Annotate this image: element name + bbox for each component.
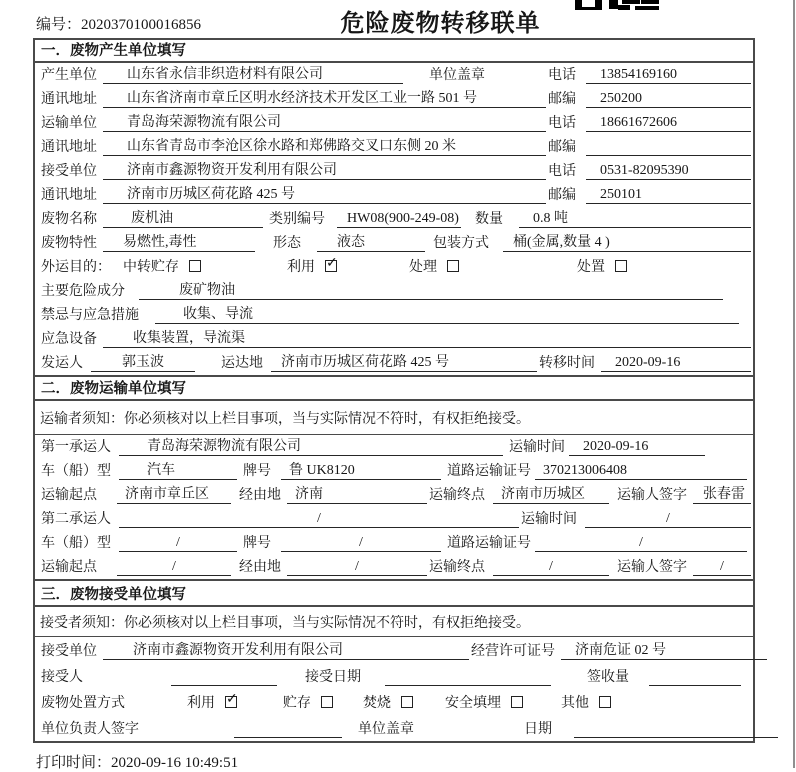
route-row-2	[35, 555, 753, 579]
business-license-value: 济南危证 02 号	[561, 642, 767, 660]
utilize-checkbox	[325, 260, 337, 272]
waste-name-value: 废机油	[103, 210, 263, 228]
option-label: 中转贮存	[123, 260, 179, 275]
option-label: 安全填埋	[445, 696, 501, 711]
vehicle-type-value: /	[119, 534, 237, 552]
transport-time-value: 2020-09-16	[569, 438, 705, 456]
second-carrier-row	[35, 507, 753, 531]
category-code-value: HW08(900-249-08)	[337, 210, 461, 228]
carrier-signature-value: 张春雷	[693, 486, 751, 504]
transporter-phone-value: 18661672606	[586, 114, 751, 132]
route-row-1	[35, 483, 753, 507]
disposal-method-row	[35, 689, 753, 715]
quantity-label: 数量	[475, 212, 503, 227]
plate-label: 牌号	[243, 536, 271, 551]
receiver-unit-value: 济南市鑫源物资开发利用有限公司	[103, 162, 546, 180]
purpose-option-treat	[409, 259, 577, 276]
purpose-option-utilize	[287, 259, 409, 276]
transfer-time-label: 转移时间	[539, 356, 595, 371]
date-value	[574, 737, 778, 738]
responsible-signature-row	[35, 715, 753, 741]
route-end-value: 济南市历城区	[493, 486, 609, 504]
transfer-time-value: 2020-09-16	[601, 354, 751, 372]
route-end-value: /	[493, 558, 609, 576]
transport-time-label: 运输时间	[521, 512, 577, 527]
receiver-unit-row	[35, 159, 753, 183]
transfer-storage-checkbox	[189, 260, 201, 272]
option-label: 其他	[561, 696, 589, 711]
carrier-signature-label: 运输人签字	[617, 560, 687, 575]
transporter-zip-value	[586, 155, 751, 156]
vehicle-type-value: 汽车	[119, 462, 237, 480]
waste-traits-value: 易燃性,毒性	[103, 234, 255, 252]
emergency-equipment-row	[35, 327, 753, 351]
route-start-value: 济南市章丘区	[117, 486, 231, 504]
producer-phone-value: 13854169160	[586, 66, 751, 84]
emergency-equipment-label: 应急设备	[41, 332, 97, 347]
address-label: 通讯地址	[41, 92, 97, 107]
emergency-measures-label: 禁忌与应急措施	[41, 308, 139, 323]
first-carrier-row	[35, 435, 753, 459]
waste-name-label: 废物名称	[41, 212, 97, 227]
business-license-label: 经营许可证号	[471, 644, 555, 659]
responsible-signature-value	[234, 737, 342, 738]
route-end-label: 运输终点	[429, 560, 485, 575]
transporter-unit-row	[35, 111, 753, 135]
receiver-notice: 接受者须知：你必须核对以上栏目事项，当与实际情况不符时，有权拒绝接受。	[35, 607, 753, 637]
accepting-unit-value: 济南市鑫源物资开发利用有限公司	[103, 642, 469, 660]
plate-value: /	[281, 534, 441, 552]
destination-label: 运达地	[221, 356, 263, 371]
unit-seal-label: 单位盖章	[429, 68, 485, 83]
shipper-label: 发运人	[41, 356, 83, 371]
option-label: 利用	[187, 696, 215, 711]
packaging-label: 包装方式	[433, 236, 489, 251]
disposal-option-utilize	[187, 695, 283, 712]
purpose-option-dispose	[577, 259, 627, 276]
store-checkbox	[321, 696, 333, 708]
unit-seal-label: 单位盖章	[358, 722, 414, 737]
emergency-measures-row	[35, 303, 753, 327]
emergency-equipment-value: 收集装置，导流渠	[103, 330, 751, 348]
acceptor-row	[35, 663, 753, 689]
packaging-value: 桶(金属,数量 4 )	[503, 234, 751, 252]
zip-label: 邮编	[548, 188, 576, 203]
first-carrier-label: 第一承运人	[41, 440, 111, 455]
page-edge-divider	[793, 0, 795, 768]
transporter-unit-label: 运输单位	[41, 116, 97, 131]
route-start-label: 运输起点	[41, 488, 97, 503]
producer-zip-value: 250200	[586, 90, 751, 108]
accept-date-label: 接受日期	[305, 670, 361, 685]
shipper-row	[35, 351, 753, 375]
receiver-address-row	[35, 183, 753, 207]
manifest-form	[33, 38, 755, 743]
emergency-measures-value: 收集、导流	[155, 306, 739, 324]
disposal-option-incinerate	[363, 695, 445, 712]
disposal-method-label: 废物处置方式	[41, 696, 125, 711]
print-time-label: 打印时间：	[36, 755, 112, 771]
receiver-unit-label: 接受单位	[41, 164, 97, 179]
print-time-line	[36, 751, 796, 772]
option-label: 处置	[577, 260, 605, 275]
transporter-unit-value: 青岛海荣源物流有限公司	[103, 114, 546, 132]
accept-date-value	[385, 685, 551, 686]
producer-unit-label: 产生单位	[41, 68, 97, 83]
option-label: 焚烧	[363, 696, 391, 711]
transport-time-label: 运输时间	[509, 440, 565, 455]
transport-time-value: /	[585, 510, 751, 528]
route-via-value: 济南	[287, 486, 427, 504]
quantity-value: 0.8 吨	[519, 210, 751, 228]
vehicle-type-label: 车（船）型	[41, 536, 111, 551]
hazard-component-label: 主要危险成分	[41, 284, 125, 299]
serial-number: 2020370100016856	[81, 17, 202, 33]
receiver-phone-value: 0531-82095390	[586, 162, 751, 180]
route-start-value: /	[117, 558, 231, 576]
page-title: 危险废物转移联单	[340, 11, 541, 37]
incinerate-checkbox	[401, 696, 413, 708]
transporter-address-row	[35, 135, 753, 159]
responsible-signature-label: 单位负责人签字	[41, 722, 139, 737]
serial-label: 编号：	[36, 17, 82, 33]
category-code-label: 类别编号	[269, 212, 325, 227]
plate-label: 牌号	[243, 464, 271, 479]
utilize-checkbox	[225, 696, 237, 708]
acceptor-value	[171, 685, 277, 686]
receiver-address-value: 济南市历城区荷花路 425 号	[103, 186, 546, 204]
route-via-label: 经由地	[239, 560, 281, 575]
outbound-purpose-row	[35, 255, 753, 279]
road-cert-value: 370213006408	[535, 462, 747, 480]
section-transport-title: 二．废物运输单位填写	[35, 375, 753, 401]
route-start-label: 运输起点	[41, 560, 97, 575]
route-via-value: /	[287, 558, 427, 576]
hazard-component-value: 废矿物油	[139, 282, 723, 300]
received-quantity-value	[649, 685, 741, 686]
vehicle-row-1	[35, 459, 753, 483]
treat-checkbox	[447, 260, 459, 272]
section-receiver-title: 三．废物接受单位填写	[35, 579, 753, 607]
section-producer-title: 一．废物产生单位填写	[35, 40, 753, 63]
dispose-checkbox	[615, 260, 627, 272]
carrier-signature-label: 运输人签字	[617, 488, 687, 503]
option-label: 处理	[409, 260, 437, 275]
producer-address-value: 山东省济南市章丘区明水经济技术开发区工业一路 501 号	[103, 90, 546, 108]
print-time-value: 2020-09-16 10:49:51	[111, 755, 239, 771]
zip-label: 邮编	[548, 92, 576, 107]
accepting-unit-row	[35, 637, 753, 663]
route-via-label: 经由地	[239, 488, 281, 503]
producer-address-row	[35, 87, 753, 111]
plate-value: 鲁 UK8120	[281, 462, 441, 480]
document-header	[0, 0, 796, 38]
phone-label: 电话	[548, 68, 576, 83]
form-value: 液态	[317, 234, 425, 252]
carrier-signature-value: /	[693, 558, 751, 576]
transporter-notice: 运输者须知：你必须核对以上栏目事项，当与实际情况不符时，有权拒绝接受。	[35, 401, 753, 435]
hazard-component-row	[35, 279, 753, 303]
zip-label: 邮编	[548, 140, 576, 155]
destination-value: 济南市历城区荷花路 425 号	[271, 354, 537, 372]
waste-traits-row	[35, 231, 753, 255]
acceptor-label: 接受人	[41, 670, 83, 685]
disposal-option-landfill	[445, 695, 561, 712]
disposal-option-store	[283, 695, 363, 712]
option-label: 贮存	[283, 696, 311, 711]
road-cert-label: 道路运输证号	[447, 536, 531, 551]
form-label: 形态	[273, 236, 301, 251]
transporter-address-value: 山东省青岛市李沧区徐水路和郑佛路交叉口东侧 20 米	[103, 138, 546, 156]
received-quantity-label: 签收量	[587, 670, 629, 685]
purpose-label: 外运目的：	[41, 260, 111, 275]
producer-unit-row	[35, 63, 753, 87]
date-label: 日期	[524, 722, 552, 737]
road-cert-label: 道路运输证号	[447, 464, 531, 479]
waste-traits-label: 废物特性	[41, 236, 97, 251]
qr-code-fragment-icon	[575, 0, 667, 11]
receiver-zip-value: 250101	[586, 186, 751, 204]
address-label: 通讯地址	[41, 140, 97, 155]
disposal-option-other	[561, 695, 611, 712]
second-carrier-value: /	[119, 510, 519, 528]
phone-label: 电话	[548, 164, 576, 179]
purpose-option-transfer-storage	[123, 259, 287, 276]
other-checkbox	[599, 696, 611, 708]
vehicle-type-label: 车（船）型	[41, 464, 111, 479]
accepting-unit-label: 接受单位	[41, 644, 97, 659]
waste-name-row	[35, 207, 753, 231]
road-cert-value: /	[535, 534, 747, 552]
phone-label: 电话	[548, 116, 576, 131]
option-label: 利用	[287, 260, 315, 275]
second-carrier-label: 第二承运人	[41, 512, 111, 527]
address-label: 通讯地址	[41, 188, 97, 203]
first-carrier-value: 青岛海荣源物流有限公司	[119, 438, 503, 456]
shipper-value: 郭玉波	[91, 354, 195, 372]
landfill-checkbox	[511, 696, 523, 708]
vehicle-row-2	[35, 531, 753, 555]
producer-unit-value: 山东省永信非织造材料有限公司	[103, 66, 403, 84]
route-end-label: 运输终点	[429, 488, 485, 503]
